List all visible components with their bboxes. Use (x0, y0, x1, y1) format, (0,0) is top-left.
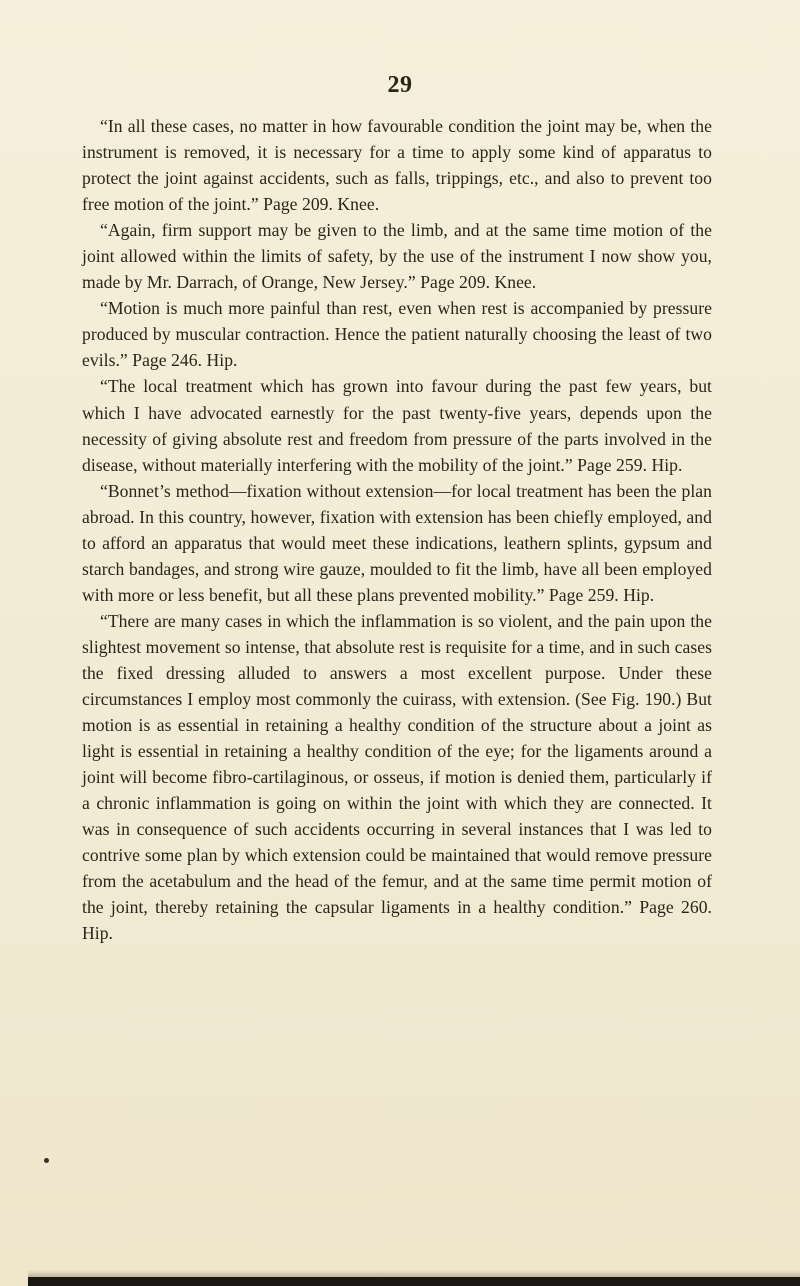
body-text (82, 113, 712, 947)
quote-paragraph-2: “Again, firm support may be given to the limb, and at the same time motion of the joint allowed within the limits of safety, by the use of the instrument I now show you, made by Mr. Darrach, of Orange, New Jersey.” Page 209. Knee. (82, 220, 712, 293)
quote-paragraph-4: “The local treatment which has grown into favour during the past few years, but which I have advocated earnestly for the past twenty-five years, depends upon the necessity of giving absolute rest and freedom from pressure of the parts involved in the disease, without materially interfering with the mobility of the joint.” Page 259. Hip. (82, 376, 712, 475)
quote-paragraph-5: “Bonnet’s method—fixation without extension—for local treatment has been the plan abroad. In this country, however, fixation with extension has been chiefly employed, and to afford an apparatus that would meet these indications, leathern splints, gypsum and starch bandages, and strong wire gauze, moulded to fit the limb, have all been employed with more or less benefit, but all these plans prevented mobility.” Page 259. Hip. (82, 480, 712, 605)
quote-paragraph-1: “In all these cases, no matter in how favourable condition the joint may be, when the instrument is removed, it is necessary for a time to apply some kind of apparatus to protect the joint against accidents, such as falls, trippings, etc., and also to prevent too free motion of the joint.” Page 209. Knee. (82, 116, 712, 215)
page-number: 29 (387, 72, 413, 98)
page-edge-shadow (28, 1270, 800, 1277)
ink-speck (44, 1158, 49, 1163)
quote-paragraph-6: “There are many cases in which the inflammation is so violent, and the pain upon the slightest movement so intense, that absolute rest is requisite for a time, and in such cases the fixed dressing alluded to answers a most excellent purpose. Under these circumstances I employ most commonly the cuirass, with extension. (See Fig. 190.) But motion is as essential in retaining a healthy condition of the structure about a joint as light is essential in retaining a healthy condition of the eye; for the ligaments around a joint will become fibro-cartilaginous, or osseus, if motion is denied them, particularly if a chronic inflammation is going on within the joint with which they are connected. It was in consequence of such accidents occurring in several instances that I was led to contrive some plan by which extension could be maintained that would remove pressure from the acetabulum and the head of the femur, and at the same time permit motion of the joint, thereby retaining the capsular ligaments in a healthy condition.” Page 260. Hip. (82, 610, 712, 944)
page-bottom-edge (28, 1277, 800, 1286)
quote-paragraph-3: “Motion is much more painful than rest, even when rest is accompanied by pressure produced by muscular contraction. Hence the patient naturally choosing the least of two evils.” Page 246. Hip. (82, 298, 712, 371)
